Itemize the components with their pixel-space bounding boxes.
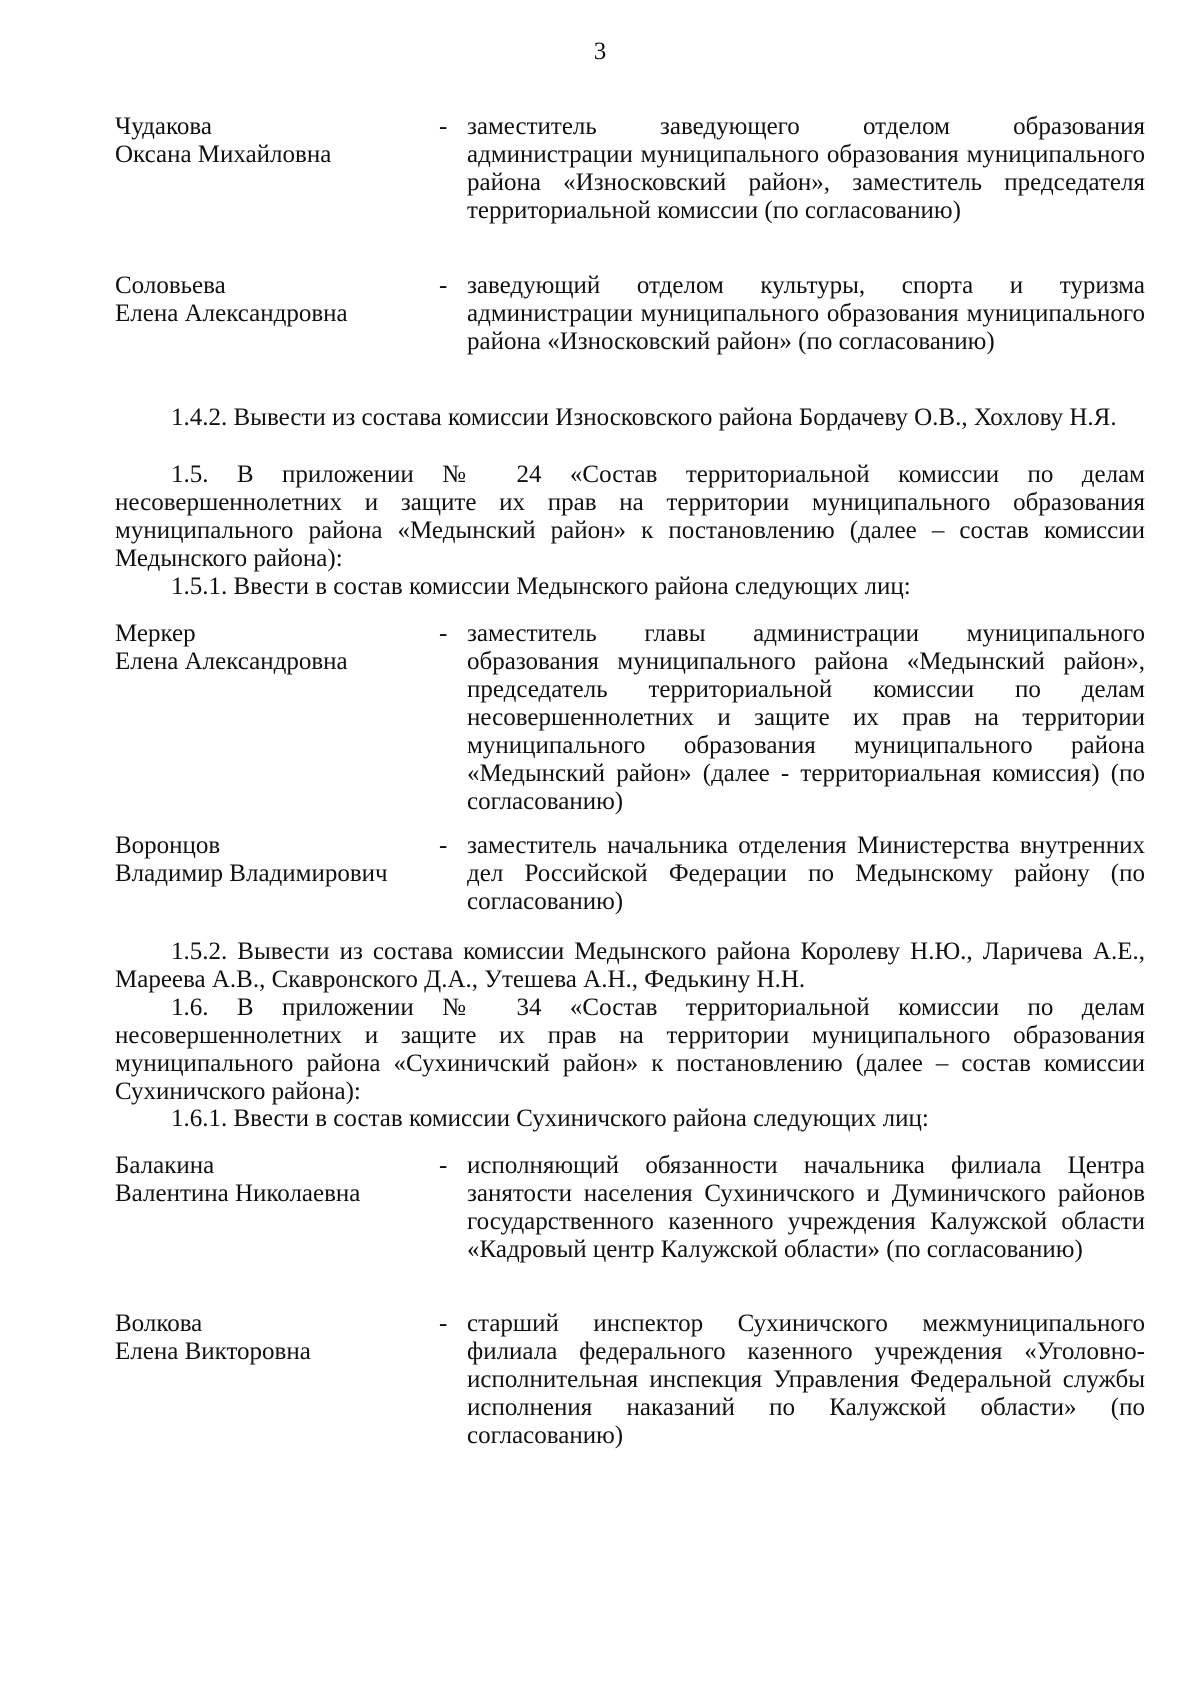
paragraph-1-6-1: 1.6.1. Ввести в состав комиссии Сухиничского района следующих лиц:: [171, 1105, 929, 1132]
member-role: заведующий отделом культуры, спорта и туризма администрации муниципального образования муниципального района «Износковский район» (по согласованию): [467, 272, 1145, 355]
member-surname: Соловьева: [115, 272, 226, 299]
member-given-names: Владимир Владимирович: [115, 860, 388, 887]
member-role: старший инспектор Сухиничского межмуниципального филиала федерального казенного учреждения «Уголовно-исполнительная инспекция Управления Федеральной службы исполнения наказаний по Калужской области» (по согласованию): [467, 1310, 1145, 1449]
member-surname: Балакина: [115, 1152, 215, 1179]
member-role: заместитель главы администрации муниципального образования муниципального района «Медынский район», председатель территориальной комиссии по делам несовершеннолетних и защите их прав на территории муниципального образования муниципального района «Медынский район» (далее - территориальная комиссия) (по согласованию): [467, 620, 1145, 815]
member-given-names: Елена Александровна: [115, 300, 348, 327]
separator-dash: -: [439, 272, 448, 299]
member-name: [115, 272, 435, 328]
member-given-names: Елена Александровна: [115, 648, 348, 675]
paragraph-1-5-2: 1.5.2. Вывести из состава комиссии Медынского района Королеву Н.Ю., Ларичева А.Е., Мареева А.В., Скавронского Д.А., Утешева А.Н., Федькину Н.Н.: [115, 938, 1145, 993]
separator-dash: -: [439, 832, 448, 859]
member-given-names: Валентина Николаевна: [115, 1180, 361, 1207]
member-surname: Воронцов: [115, 832, 221, 859]
separator-dash: -: [439, 1152, 448, 1179]
paragraph-1-4-2: 1.4.2. Вывести из состава комиссии Износковского района Бордачеву О.В., Хохлову Н.Я.: [171, 404, 1117, 431]
member-given-names: Елена Викторовна: [115, 1338, 311, 1365]
member-surname: Чудакова: [115, 113, 212, 140]
separator-dash: -: [439, 113, 448, 140]
member-name: [115, 620, 435, 676]
member-role: заместитель заведующего отделом образования администрации муниципального образования муниципального района «Износковский район», заместитель председателя территориальной комиссии (по согласованию): [467, 113, 1145, 224]
member-name: [115, 1310, 435, 1366]
separator-dash: -: [439, 1310, 448, 1337]
paragraph-1-5-1: 1.5.1. Ввести в состав комиссии Медынского района следующих лиц:: [171, 573, 911, 600]
member-name: [115, 1152, 435, 1208]
paragraph-1-5: 1.5. В приложении № 24 «Состав территориальной комиссии по делам несовершеннолетних и защите их прав на территории муниципального образования муниципального района «Медынский район» к постановлению (далее – состав комиссии Медынского района):: [115, 461, 1145, 572]
paragraph-1-6: 1.6. В приложении № 34 «Состав территориальной комиссии по делам несовершеннолетних и защите их прав на территории муниципального образования муниципального района «Сухиничский район» к постановлению (далее – состав комиссии Сухиничского района):: [115, 994, 1145, 1105]
member-name: [115, 113, 435, 169]
separator-dash: -: [439, 620, 448, 647]
page-number: 3: [593, 38, 607, 65]
member-given-names: Оксана Михайловна: [115, 141, 332, 168]
member-surname: Меркер: [115, 620, 196, 647]
member-surname: Волкова: [115, 1310, 203, 1337]
member-name: [115, 832, 435, 888]
member-role: заместитель начальника отделения Министерства внутренних дел Российской Федерации по Медынскому району (по согласованию): [467, 832, 1145, 915]
member-role: исполняющий обязанности начальника филиала Центра занятости населения Сухиничского и Думиничского районов государственного казенного учреждения Калужской области «Кадровый центр Калужской области» (по согласованию): [467, 1152, 1145, 1263]
